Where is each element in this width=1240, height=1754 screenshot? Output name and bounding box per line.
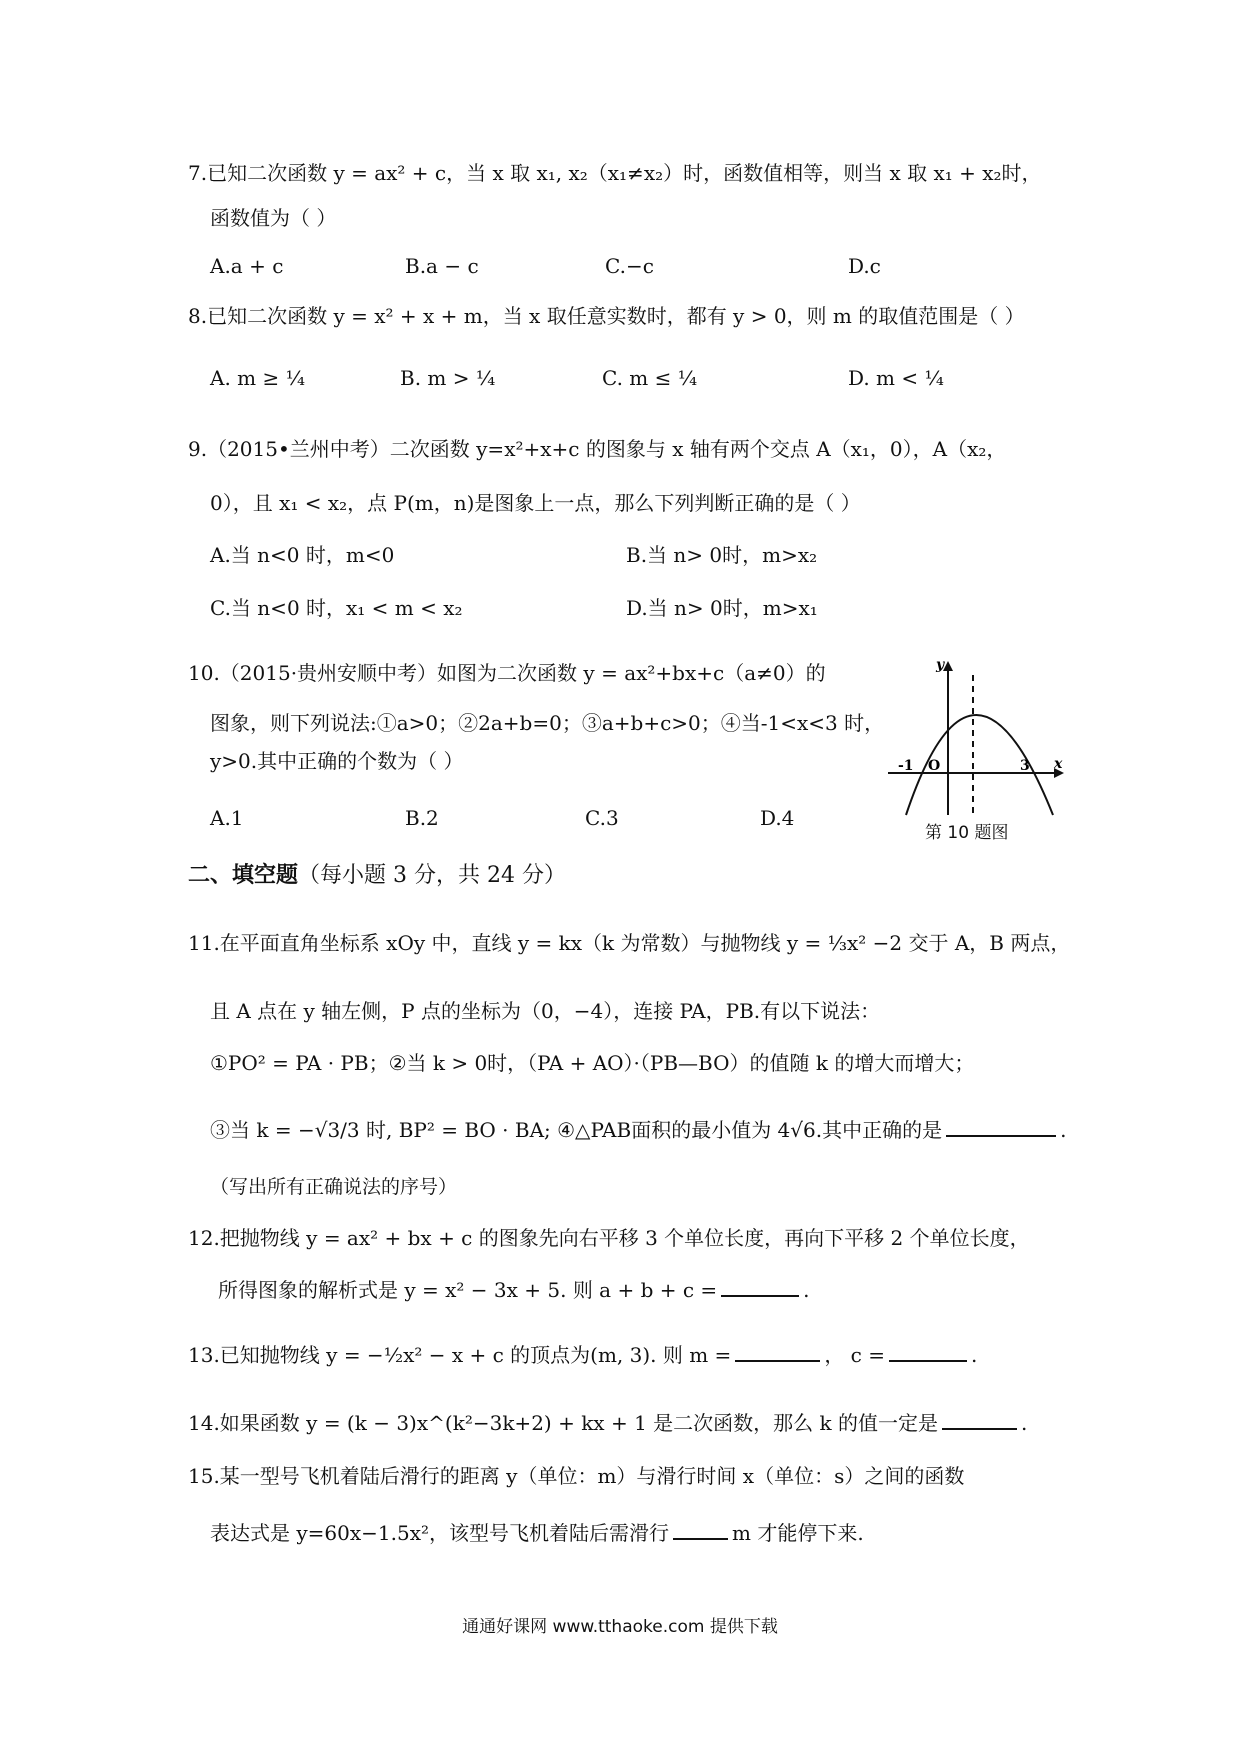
q8-option-c: C. m ≤ ¼ — [602, 366, 698, 390]
q10-figure-caption: 第 10 题图 — [925, 823, 1009, 843]
q7-stem-line2: 函数值为（ ） — [210, 206, 337, 230]
section-2-subtitle: （每小题 3 分，共 24 分） — [298, 863, 566, 888]
origin-label: O — [928, 758, 941, 774]
q11-line4-end: . — [1060, 1118, 1067, 1142]
q14-end: . — [1020, 1411, 1028, 1435]
q12-line2-text: 所得图象的解析式是 y = x² − 3x + 5. 则 a + b + c = — [218, 1278, 718, 1302]
q12-line2-end: . — [803, 1278, 810, 1302]
q11-stem-line1: 11.在平面直角坐标系 xOy 中，直线 y = kx（k 为常数）与抛物线 y = ⅓x² −2 交于 A，B 两点， — [188, 931, 1071, 955]
q7-option-a: A.a + c — [210, 254, 284, 278]
q15-stem-line2 — [210, 1518, 864, 1546]
q11-stem-line3: ①PO² = PA · PB；②当 k > 0时，（PA + AO）·（PB—BO）的值随 k 的增大而增大； — [210, 1051, 975, 1075]
q14-answer-blank[interactable] — [942, 1408, 1017, 1430]
section-2-title: 二、填空题 — [188, 862, 299, 888]
q15-line2-text: 表达式是 y=60x−1.5x²，该型号飞机着陆后需滑行 — [210, 1521, 670, 1545]
q7-option-b: B.a − c — [405, 254, 479, 278]
q11-stem-line2: 且 A 点在 y 轴左侧，P 点的坐标为（0，−4），连接 PA，PB.有以下说法： — [210, 999, 881, 1023]
q9-stem-line1: 9.（2015•兰州中考）二次函数 y=x²+x+c 的图象与 x 轴有两个交点 A（x₁，0），A（x₂， — [188, 437, 1007, 461]
q15-line2-end: m 才能停下来. — [732, 1521, 864, 1545]
y-axis-arrow — [943, 661, 953, 671]
q12-stem-line2 — [218, 1275, 810, 1303]
q10-stem-line1: 10.（2015·贵州安顺中考）如图为二次函数 y = ax²+bx+c（a≠0）的 — [188, 661, 826, 685]
q10-option-a: A.1 — [210, 806, 244, 830]
q9-option-d: D.当 n> 0时，m>x₁ — [626, 596, 818, 620]
q13-text: 13.已知抛物线 y = −½x² − x + c 的顶点为(m, 3). 则 m = — [188, 1343, 732, 1367]
q9-option-b: B.当 n> 0时，m>x₂ — [626, 543, 818, 567]
x-axis-label: x — [1054, 756, 1063, 772]
q7-stem-line1: 7.已知二次函数 y = ax² + c，当 x 取 x₁, x₂（x₁≠x₂）时，函数值相等，则当 x 取 x₁ + x₂时， — [188, 161, 1042, 185]
q11-line4-text: ③当 k = −√3/3 时, BP² = BO · BA; ④△PAB面积的最小值为 4√6.其中正确的是 — [210, 1118, 943, 1142]
q10-option-c: C.3 — [585, 806, 619, 830]
left-root-label: -1 — [898, 758, 914, 774]
q10-option-d: D.4 — [760, 806, 795, 830]
q8-option-b: B. m > ¼ — [400, 366, 496, 390]
q15-stem-line1: 15.某一型号飞机着陆后滑行的距离 y（单位：m）与滑行时间 x（单位：s）之间的函数 — [188, 1464, 965, 1488]
q7-option-d: D.c — [848, 254, 881, 278]
q13-m-blank[interactable] — [735, 1340, 820, 1362]
q10-parabola-figure — [888, 655, 1068, 820]
q14-text: 14.如果函数 y = (k − 3)x^(k²−3k+2) + kx + 1 是二次函数，那么 k 的值一定是 — [188, 1411, 938, 1435]
page-footer: 通通好课网 www.tthaoke.com 提供下载 — [462, 1617, 778, 1637]
q11-note: （写出所有正确说法的序号） — [210, 1176, 458, 1198]
q7-option-c: C.−c — [605, 254, 654, 278]
q13-end: . — [971, 1343, 978, 1367]
q8-option-a: A. m ≥ ¼ — [210, 366, 305, 390]
q13-stem — [188, 1340, 977, 1368]
q12-answer-blank[interactable] — [721, 1275, 799, 1297]
q14-stem — [188, 1408, 1027, 1436]
q9-option-a: A.当 n<0 时，m<0 — [210, 543, 395, 567]
q8-stem-line1: 8.已知二次函数 y = x² + x + m，当 x 取任意实数时，都有 y > 0，则 m 的取值范围是（ ） — [188, 304, 1025, 328]
q15-answer-blank[interactable] — [673, 1518, 728, 1540]
q11-answer-blank[interactable] — [946, 1115, 1056, 1137]
q9-stem-line2: 0），且 x₁ < x₂，点 P(m，n)是图象上一点，那么下列判断正确的是（ ） — [210, 491, 861, 515]
section-2-heading — [188, 862, 566, 889]
q13-mid: ， c = — [824, 1343, 886, 1367]
right-root-label: 3 — [1020, 758, 1030, 774]
q10-option-b: B.2 — [405, 806, 439, 830]
y-axis-label: y — [936, 657, 945, 673]
q10-stem-line3: y>0.其中正确的个数为（ ） — [210, 749, 464, 773]
q8-option-d: D. m < ¼ — [848, 366, 944, 390]
q13-c-blank[interactable] — [889, 1340, 967, 1362]
q11-stem-line4 — [210, 1115, 1066, 1143]
q9-option-c: C.当 n<0 时，x₁ < m < x₂ — [210, 596, 463, 620]
q12-stem-line1: 12.把抛物线 y = ax² + bx + c 的图象先向右平移 3 个单位长度，再向下平移 2 个单位长度， — [188, 1226, 1030, 1250]
q10-stem-line2: 图象，则下列说法:①a>0；②2a+b=0；③a+b+c>0；④当-1<x<3 时， — [210, 711, 885, 735]
